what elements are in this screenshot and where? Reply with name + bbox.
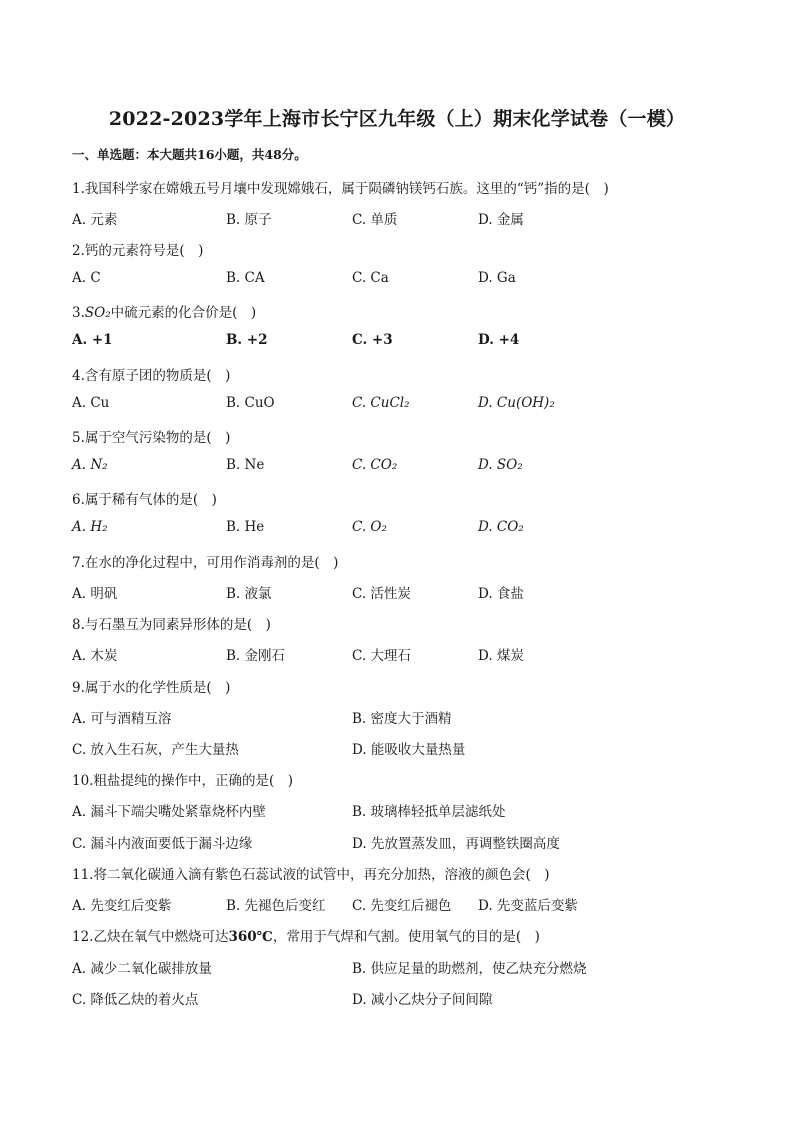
q6-option-b: B. He xyxy=(226,519,265,535)
q1-option-c: C. 单质 xyxy=(352,212,398,228)
q6-option-d: D. CO₂ xyxy=(478,519,524,535)
q3-stem-text: 中硫元素的化合价是( ) xyxy=(110,305,257,321)
q12-stem-end: ，常用于气焊和气割。使用氧气的目的是( ) xyxy=(272,929,540,945)
q3-option-d: D. +4 xyxy=(478,332,520,348)
q11-option-b: B. 先褪色后变红 xyxy=(226,898,326,914)
q8-option-d: D. 煤炭 xyxy=(478,648,524,664)
q8-option-c: C. 大理石 xyxy=(352,648,411,664)
q8-option-a: A. 木炭 xyxy=(72,648,118,664)
q4-option-b: B. CuO xyxy=(226,395,275,411)
q2-option-d: D. Ga xyxy=(478,270,516,286)
q2-option-b: B. CA xyxy=(226,270,265,286)
q3-option-c: C. +3 xyxy=(352,332,393,348)
q3-option-b: B. +2 xyxy=(226,332,268,348)
q8-option-b: B. 金刚石 xyxy=(226,648,286,664)
q11-option-d: D. 先变蓝后变紫 xyxy=(478,898,578,914)
question-9: 9.属于水的化学性质是( ) xyxy=(72,680,231,696)
q7-option-d: D. 食盐 xyxy=(478,586,524,602)
q1-option-b: B. 原子 xyxy=(226,212,272,228)
question-3 xyxy=(72,301,256,321)
q12-option-b: B. 供应足量的助燃剂，使乙炔充分燃烧 xyxy=(352,961,587,977)
q4-option-a: A. Cu xyxy=(72,395,110,411)
question-2: 2.钙的元素符号是( ) xyxy=(72,243,204,259)
question-1: 1.我国科学家在嫦娥五号月壤中发现嫦娥石，属于陨磷钠镁钙石族。这里的“钙”指的是( ) xyxy=(72,181,609,197)
q5-option-c: C. CO₂ xyxy=(352,457,398,473)
q1-option-d: D. 金属 xyxy=(478,212,524,228)
q9-option-a: A. 可与酒精互溶 xyxy=(72,711,172,727)
q11-option-a: A. 先变红后变紫 xyxy=(72,898,172,914)
q12-option-d: D. 减小乙炔分子间间隙 xyxy=(352,992,493,1008)
q2-option-c: C. Ca xyxy=(352,270,389,286)
q9-option-d: D. 能吸收大量热量 xyxy=(352,742,466,758)
q3-formula: SO₂ xyxy=(84,305,111,321)
q3-number: 3. xyxy=(72,305,85,321)
q10-option-b: B. 玻璃棒轻抵单层滤纸处 xyxy=(352,804,506,820)
q4-option-d: D. Cu(OH)₂ xyxy=(478,395,555,411)
q4-option-c: C. CuCl₂ xyxy=(352,395,410,411)
q3-option-a: A. +1 xyxy=(72,332,113,348)
q10-option-a: A. 漏斗下端尖嘴处紧靠烧杯内壁 xyxy=(72,804,266,820)
q5-option-b: B. Ne xyxy=(226,457,265,473)
q5-option-d: D. SO₂ xyxy=(478,457,523,473)
question-6: 6.属于稀有气体的是( ) xyxy=(72,492,217,508)
q11-option-c: C. 先变红后褪色 xyxy=(352,898,452,914)
q12-option-a: A. 减少二氧化碳排放量 xyxy=(72,961,212,977)
q7-option-b: B. 液氯 xyxy=(226,586,272,602)
question-10: 10.粗盐提纯的操作中，正确的是( ) xyxy=(72,773,294,789)
question-11: 11.将二氧化碳通入滴有紫色石蕊试液的试管中，再充分加热，溶液的颜色会( ) xyxy=(72,867,550,883)
q10-option-c: C. 漏斗内液面要低于漏斗边缘 xyxy=(72,836,253,852)
q9-option-b: B. 密度大于酒精 xyxy=(352,711,452,727)
q12-temperature: 360℃ xyxy=(228,929,273,945)
exam-title: 2022-2023学年上海市长宁区九年级（上）期末化学试卷（一模） xyxy=(108,108,686,130)
q2-option-a: A. C xyxy=(72,270,101,286)
q6-option-c: C. O₂ xyxy=(352,519,387,535)
q7-option-c: C. 活性炭 xyxy=(352,586,411,602)
q10-option-d: D. 先放置蒸发皿，再调整铁圈高度 xyxy=(352,836,560,852)
question-5: 5.属于空气污染物的是( ) xyxy=(72,430,231,446)
question-12 xyxy=(72,925,540,945)
question-4: 4.含有原子团的物质是( ) xyxy=(72,368,231,384)
q6-option-a: A. H₂ xyxy=(72,519,108,535)
question-8: 8.与石墨互为同素异形体的是( ) xyxy=(72,617,271,633)
q9-option-c: C. 放入生石灰，产生大量热 xyxy=(72,742,239,758)
section-heading: 一、单选题：本大题共16小题，共48分。 xyxy=(72,147,307,162)
q12-stem-start: 12.乙炔在氧气中燃烧可达 xyxy=(72,929,229,945)
q7-option-a: A. 明矾 xyxy=(72,586,118,602)
question-7: 7.在水的净化过程中，可用作消毒剂的是( ) xyxy=(72,555,339,571)
q5-option-a: A. N₂ xyxy=(72,457,108,473)
q12-option-c: C. 降低乙炔的着火点 xyxy=(72,992,199,1008)
q1-option-a: A. 元素 xyxy=(72,212,118,228)
